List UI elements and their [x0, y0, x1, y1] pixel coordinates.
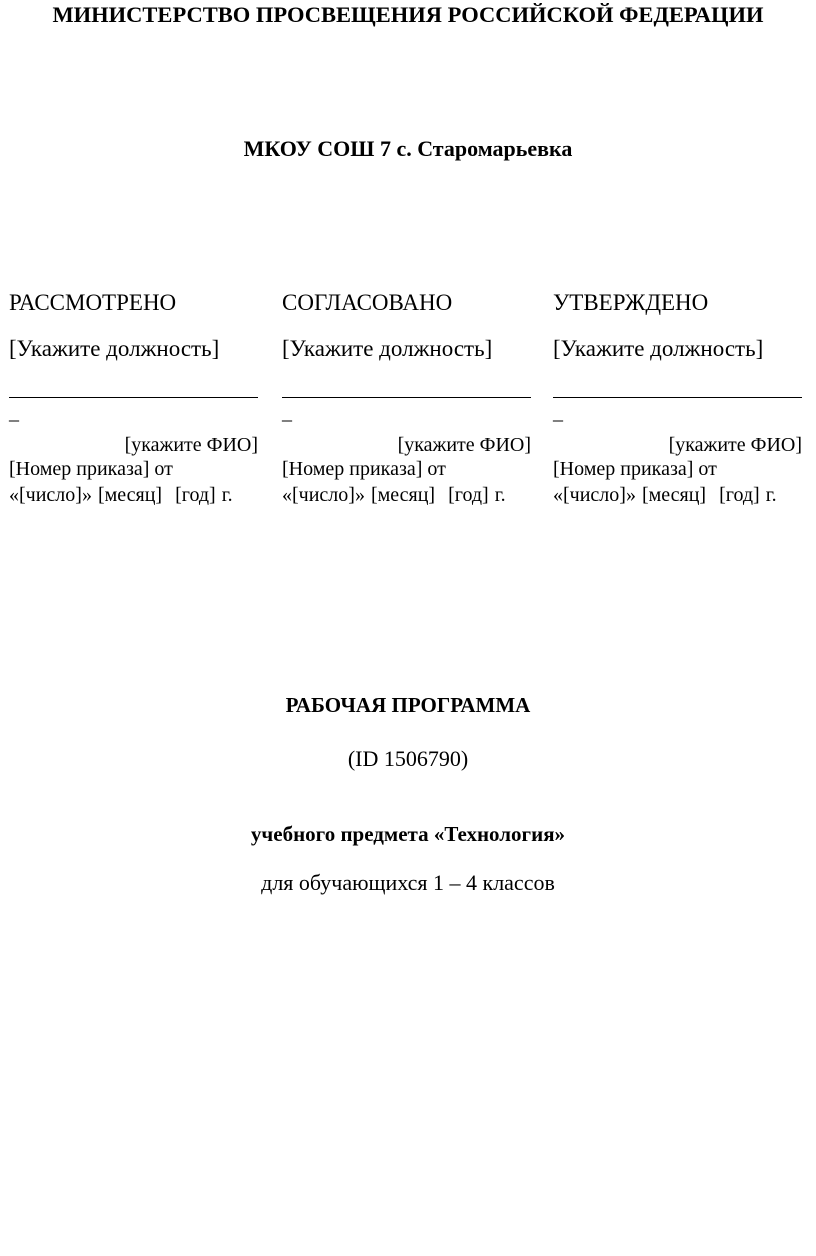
- program-title: РАБОЧАЯ ПРОГРАММА: [285, 693, 531, 717]
- approval-date: [553, 484, 777, 507]
- approval-date-year: [год] г.: [175, 484, 233, 506]
- signature-line: [282, 397, 531, 398]
- approval-order: [Номер приказа] от: [9, 458, 173, 480]
- approval-date: [282, 484, 506, 507]
- approval-date-day: «[число]» [месяц]: [553, 484, 707, 506]
- approval-status: СОГЛАСОВАНО: [282, 290, 453, 315]
- approval-position: [Укажите должность]: [553, 336, 764, 361]
- school-name: МКОУ СОШ 7 с. Старомарьевка: [243, 136, 573, 161]
- approval-status: РАССМОТРЕНО: [9, 290, 177, 315]
- approval-date: [9, 484, 233, 507]
- approval-order: [Номер приказа] от: [282, 458, 446, 480]
- signature-line: [9, 397, 258, 398]
- approval-position: [Укажите должность]: [282, 336, 493, 361]
- signature-dash: _: [553, 402, 563, 424]
- approval-status: УТВЕРЖДЕНО: [553, 290, 709, 315]
- pupils-grades: для обучающихся 1 – 4 классов: [261, 870, 555, 895]
- subject-title: учебного предмета «Технология»: [250, 822, 566, 846]
- approval-date-day: «[число]» [месяц]: [9, 484, 163, 506]
- signature-line: [553, 397, 802, 398]
- approval-date-year: [год] г.: [448, 484, 506, 506]
- approval-date-day: «[число]» [месяц]: [282, 484, 436, 506]
- approval-order: [Номер приказа] от: [553, 458, 717, 480]
- ministry-title: МИНИСТЕРСТВО ПРОСВЕЩЕНИЯ РОССИЙСКОЙ ФЕДЕРАЦИИ: [52, 2, 764, 27]
- program-id: (ID 1506790): [347, 746, 469, 771]
- approval-fio: [укажите ФИО]: [397, 434, 531, 456]
- signature-dash: _: [9, 402, 19, 424]
- approval-date-year: [год] г.: [719, 484, 777, 506]
- approval-fio: [укажите ФИО]: [124, 434, 258, 456]
- signature-dash: _: [282, 402, 292, 424]
- approval-fio: [укажите ФИО]: [668, 434, 802, 456]
- approval-position: [Укажите должность]: [9, 336, 220, 361]
